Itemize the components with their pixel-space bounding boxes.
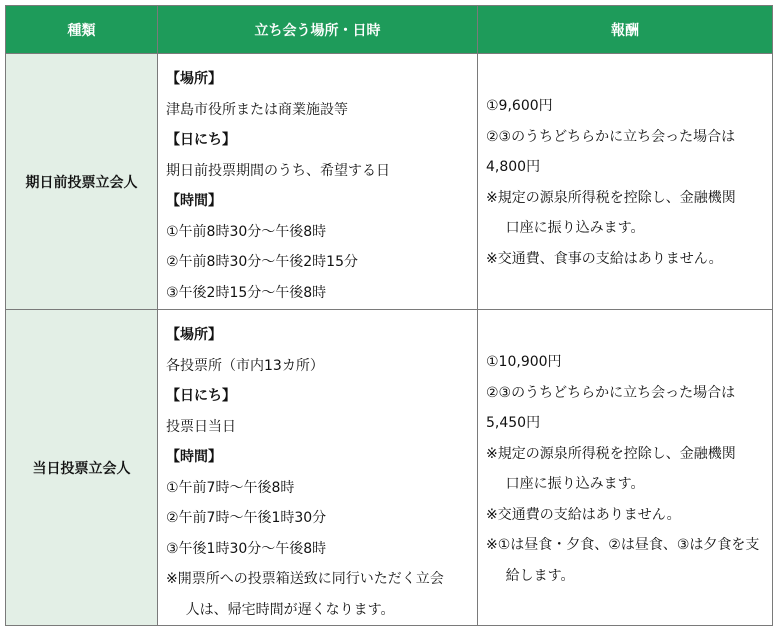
info-line: ③午後1時30分～午後8時	[166, 540, 327, 557]
info-line: ※開票所への投票箱送致に同行いただく立会	[166, 571, 444, 587]
pay-line: 4,800円	[486, 159, 541, 175]
header-place-date: 立ち会う場所・日時	[158, 6, 478, 54]
pay-line: ※規定の源泉所得税を控除し、金融機関	[486, 189, 736, 206]
row-election-day	[6, 310, 773, 626]
pay-line: ②③のうちどちらかに立ち会った場合は	[486, 128, 736, 145]
info-line: ②午前7時～午後1時30分	[166, 510, 327, 526]
pay-line: ※規定の源泉所得税を控除し、金融機関	[486, 445, 736, 462]
header-pay: 報酬	[478, 6, 773, 54]
info-line: 【場所】	[166, 71, 222, 87]
witness-table	[5, 5, 773, 626]
header-row	[6, 6, 773, 54]
info-line: 期日前投票期間のうち、希望する日	[166, 162, 390, 179]
info-line: 【日にち】	[166, 132, 236, 148]
info-line: 【場所】	[166, 327, 222, 343]
info-line: 【時間】	[166, 193, 222, 209]
info-line: 投票日当日	[166, 418, 236, 435]
info-line: ①午前7時～午後8時	[166, 479, 295, 496]
info-line: 【時間】	[166, 449, 222, 465]
pay-line: 給します。	[505, 567, 575, 584]
pay-line: 口座に振り込みます。	[505, 476, 645, 492]
type-cell: 期日前投票立会人	[6, 54, 158, 310]
place-date-cell	[158, 310, 478, 626]
type-cell: 当日投票立会人	[6, 310, 158, 626]
header-type: 種類	[6, 6, 158, 54]
pay-line: ①10,900円	[486, 354, 562, 370]
pay-line: ※①は昼食・夕食、②は昼食、③は夕食を支	[486, 537, 760, 553]
info-line: ③午後2時15分～午後8時	[166, 284, 327, 301]
pay-line: ※交通費の支給はありません。	[486, 506, 681, 523]
pay-cell	[478, 54, 773, 310]
info-line: 各投票所（市内13カ所）	[166, 357, 324, 374]
info-line: 津島市役所または商業施設等	[166, 101, 348, 118]
info-line: ②午前8時30分～午後2時15分	[166, 254, 358, 270]
pay-cell	[478, 310, 773, 626]
pay-line: ②③のうちどちらかに立ち会った場合は	[486, 384, 736, 401]
place-date-cell	[158, 54, 478, 310]
pay-line: 5,450円	[486, 415, 541, 431]
row-early-voting	[6, 54, 773, 310]
pay-line: ※交通費、食事の支給はありません。	[486, 250, 723, 267]
info-line: 人は、帰宅時間が遅くなります。	[185, 601, 395, 618]
info-line: ①午前8時30分～午後8時	[166, 223, 327, 240]
pay-line: 口座に振り込みます。	[505, 220, 645, 236]
info-line: 【日にち】	[166, 388, 236, 404]
pay-line: ①9,600円	[486, 98, 553, 114]
